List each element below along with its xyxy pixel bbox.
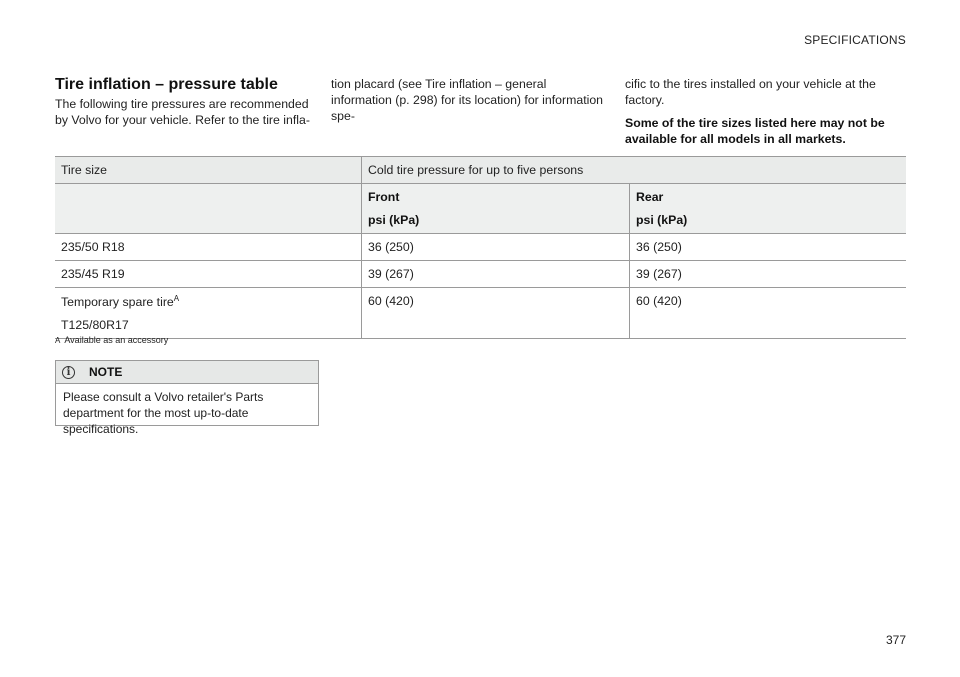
subheader-rear [630,184,907,234]
footnote-ref: A [173,294,180,303]
spare-tire-size: T125/80R17 [61,318,129,333]
cell-tire-size: 235/45 R19 [55,261,362,288]
cell-front-pressure: 60 (420) [362,288,630,339]
section-header: SPECIFICATIONS [804,33,906,47]
footnote-text: Available as an accessory [64,335,169,345]
table-header-row [55,157,906,184]
cell-front-pressure: 36 (250) [362,234,630,261]
cell-rear-pressure: 60 (420) [630,288,907,339]
page-title: Tire inflation – pressure table [55,76,278,93]
cell-tire-size [55,288,362,339]
header-tire-size: Tire size [55,157,362,184]
page-number: 377 [885,633,906,647]
availability-warning: Some of the tire sizes listed here may not be available for all models in all markets. [625,116,885,146]
table-row [55,288,906,339]
note-header [56,361,318,384]
footnote-mark: A [55,336,61,345]
front-unit: psi (kPa) [368,213,420,227]
intro-column-3-text: cific to the tires installed on your vehicle at the factory. [625,77,876,107]
rear-unit: psi (kPa) [636,213,688,227]
note-label: NOTE [89,365,123,379]
tire-pressure-table [55,156,906,339]
rear-label: Rear [636,190,664,204]
note-box [55,360,319,436]
front-label: Front [368,190,400,204]
intro-column-3 [625,76,907,154]
cell-rear-pressure: 36 (250) [630,234,907,261]
cell-rear-pressure: 39 (267) [630,261,907,288]
table-row [55,234,906,261]
cell-tire-size: 235/50 R18 [55,234,362,261]
cell-front-pressure: 39 (267) [362,261,630,288]
intro-column-2: tion placard (see Tire inflation – general information (p. 298) for its location) for information spe- [331,77,604,123]
table-row [55,261,906,288]
note-text: Please consult a Volvo retailer's Parts department for the most up-to-date specifications. [63,390,264,436]
table-subheader-row [55,184,906,234]
subheader-front [362,184,630,234]
spare-tire-label: Temporary spare tire [61,295,174,310]
table-footnote [55,335,168,345]
intro-column-1: The following tire pressures are recommended by Volvo for your vehicle. Refer to the tire infla- [55,97,310,127]
header-cold-pressure: Cold tire pressure for up to five persons [362,157,907,184]
subheader-empty [55,184,362,234]
info-icon: i [62,366,75,379]
